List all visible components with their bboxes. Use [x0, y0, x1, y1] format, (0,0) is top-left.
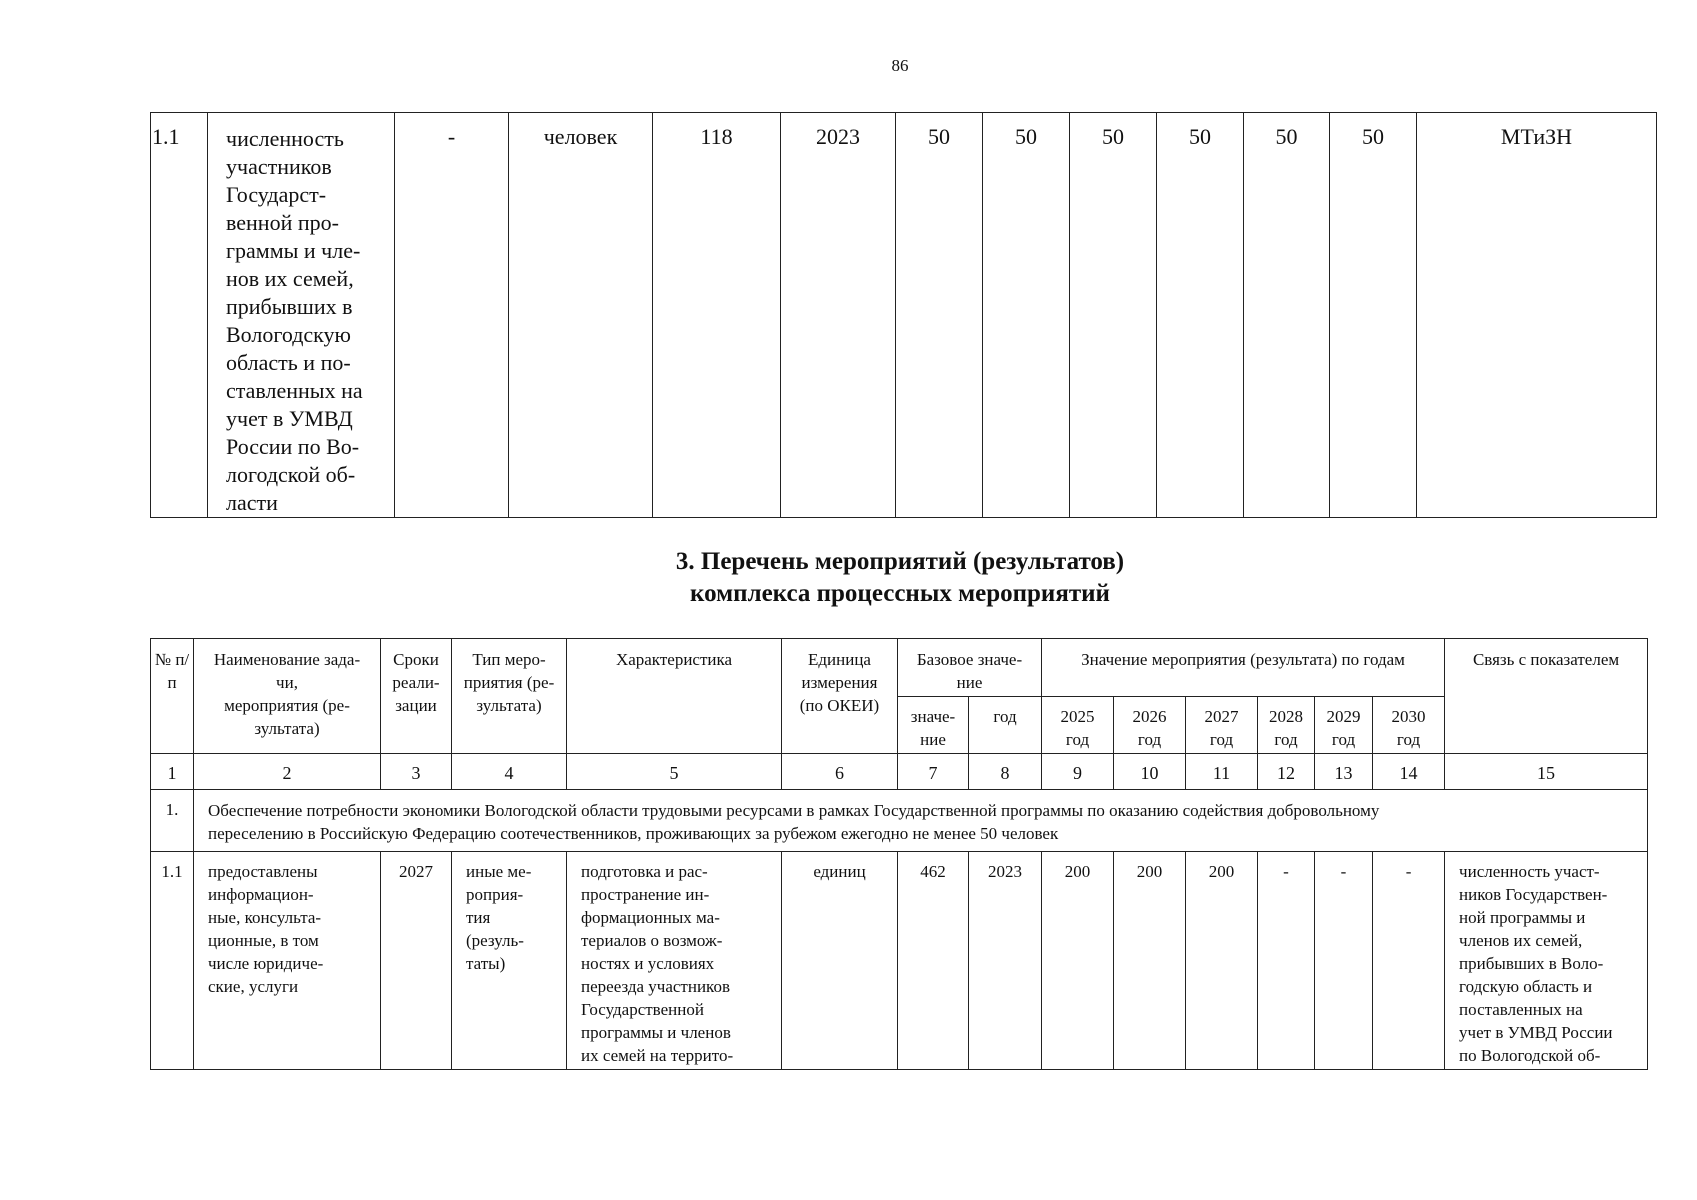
- header-year: [1042, 697, 1114, 754]
- section-heading: [0, 546, 1697, 610]
- header-base-year: год: [969, 697, 1042, 754]
- measure-row: [151, 852, 1648, 1070]
- indicator-base-value: 118: [653, 113, 781, 518]
- measure-name-line: предоставлены: [208, 862, 318, 881]
- indicator-name-line: венной про-: [226, 210, 339, 235]
- header-year: [1258, 697, 1315, 754]
- header-base: [898, 639, 1042, 697]
- measure-base-value: 462: [898, 852, 969, 1070]
- measure-type-line: тия: [466, 908, 491, 927]
- year-label: год: [1137, 730, 1162, 749]
- header-characteristic: Характеристика: [567, 639, 782, 754]
- indicator-unit: человек: [509, 113, 653, 518]
- column-number: 12: [1258, 754, 1315, 790]
- indicator-name-line: прибывших в: [226, 294, 353, 319]
- measure-name-line: ные, консульта-: [208, 908, 322, 927]
- measure-link-line: членов их семей,: [1459, 931, 1583, 950]
- measure-name-line: ские, услуги: [208, 977, 299, 996]
- indicator-value: 50: [1244, 113, 1330, 518]
- header-row: [151, 639, 1648, 697]
- column-number: 1: [151, 754, 194, 790]
- column-number: 10: [1114, 754, 1186, 790]
- measure-name-line: числе юридиче-: [208, 954, 324, 973]
- measure-characteristic-line: Государственной: [581, 1000, 704, 1019]
- measure-type-line: роприя-: [466, 885, 524, 904]
- measure-value: -: [1315, 852, 1373, 1070]
- section-text-line: Обеспечение потребности экономики Вологодской области трудовыми ресурсами в рамках Государственной программы по оказанию содействия добровольному: [208, 801, 1380, 820]
- indicator-number: 1.1: [151, 113, 208, 518]
- header-terms-line: Сроки: [393, 650, 439, 669]
- header-values-by-year: Значение мероприятия (результата) по годам: [1042, 639, 1445, 697]
- indicator-name-line: логодской об-: [226, 462, 356, 487]
- measure-name-line: информацион-: [208, 885, 314, 904]
- column-number: 8: [969, 754, 1042, 790]
- year-label: год: [1209, 730, 1234, 749]
- indicator-name-line: Государст-: [226, 182, 327, 207]
- year-number: 2027: [1204, 707, 1239, 726]
- indicator-name-line: ласти: [226, 490, 278, 515]
- measure-link: [1445, 852, 1648, 1070]
- indicator-value: 50: [1157, 113, 1244, 518]
- indicator-base-year: 2023: [781, 113, 896, 518]
- section-row: [151, 790, 1648, 852]
- indicator-row: [151, 113, 1657, 518]
- measure-characteristic: [567, 852, 782, 1070]
- column-number: 2: [194, 754, 381, 790]
- indicator-table: [150, 112, 1657, 518]
- column-number: 4: [452, 754, 567, 790]
- measure-value: 200: [1186, 852, 1258, 1070]
- measure-link-line: прибывших в Воло-: [1459, 954, 1604, 973]
- section-text-line: переселению в Российскую Федерацию соотечественников, проживающих за рубежом ежегодно не менее 50 человек: [208, 824, 1059, 843]
- year-label: год: [1065, 730, 1090, 749]
- year-label: год: [1274, 730, 1298, 749]
- year-number: 2029: [1326, 707, 1361, 726]
- header-name: [194, 639, 381, 754]
- indicator-name-line: учет в УМВД: [226, 406, 353, 431]
- header-base-line: ние: [956, 673, 983, 692]
- indicator-responsible: МТиЗН: [1417, 113, 1657, 518]
- year-number: 2025: [1060, 707, 1095, 726]
- header-year: [1373, 697, 1445, 754]
- column-number: 7: [898, 754, 969, 790]
- year-number: 2028: [1269, 707, 1303, 726]
- header-base-value-line: ние: [920, 730, 946, 749]
- measure-type-line: (резуль-: [466, 931, 524, 950]
- measure-name-line: ционные, в том: [208, 931, 319, 950]
- column-number: 14: [1373, 754, 1445, 790]
- indicator-value: 50: [1070, 113, 1157, 518]
- header-type-line: приятия (ре-: [463, 673, 555, 692]
- measure-type: [452, 852, 567, 1070]
- measure-link-line: ников Государствен-: [1459, 885, 1608, 904]
- header-year: [1114, 697, 1186, 754]
- header-unit-line: Единица: [808, 650, 871, 669]
- measure-characteristic-line: ностях и условиях: [581, 954, 715, 973]
- measure-characteristic-line: формационных ма-: [581, 908, 720, 927]
- header-link: Связь с показателем: [1445, 639, 1648, 754]
- column-number: 13: [1315, 754, 1373, 790]
- column-number: 11: [1186, 754, 1258, 790]
- measure-value: -: [1258, 852, 1315, 1070]
- indicator-name-line: численность: [226, 126, 344, 151]
- indicator-name-line: Вологодскую: [226, 322, 351, 347]
- indicator-name-line: России по Во-: [226, 434, 360, 459]
- section-heading-line1: 3. Перечень мероприятий (результатов): [675, 548, 1125, 575]
- measure-value: -: [1373, 852, 1445, 1070]
- column-number: 6: [782, 754, 898, 790]
- indicator-col3: -: [395, 113, 509, 518]
- measure-link-line: ной программы и: [1459, 908, 1586, 927]
- year-number: 2026: [1132, 707, 1167, 726]
- indicator-name-line: ставленных на: [226, 378, 363, 403]
- header-num: № п/п: [151, 639, 194, 754]
- measure-name: [194, 852, 381, 1070]
- header-type: [452, 639, 567, 754]
- measure-characteristic-line: подготовка и рас-: [581, 862, 708, 881]
- header-type-line: Тип меро-: [472, 650, 546, 669]
- header-base-value: [898, 697, 969, 754]
- measure-base-year: 2023: [969, 852, 1042, 1070]
- measure-characteristic-line: программы и членов: [581, 1023, 731, 1042]
- measure-link-line: поставленных на: [1459, 1000, 1583, 1019]
- indicator-name-line: нов их семей,: [226, 266, 354, 291]
- section-heading-line2: комплекса процессных мероприятий: [690, 580, 1110, 607]
- indicator-value: 50: [983, 113, 1070, 518]
- header-type-line: зультата): [476, 696, 542, 715]
- header-unit: [782, 639, 898, 754]
- header-unit-line: (по ОКЕИ): [799, 696, 880, 715]
- indicator-name-line: граммы и чле-: [226, 238, 361, 263]
- indicator-value: 50: [1330, 113, 1417, 518]
- measure-link-line: годскую область и: [1459, 977, 1593, 996]
- header-name-line: зультата): [254, 719, 320, 738]
- year-number: 2030: [1391, 707, 1426, 726]
- column-number: 3: [381, 754, 452, 790]
- measure-term: 2027: [381, 852, 452, 1070]
- indicator-name: [208, 113, 395, 518]
- header-name-line: мероприятия (ре-: [224, 696, 350, 715]
- header-name-line: Наименование зада-: [213, 650, 361, 669]
- header-unit-line: измерения: [801, 673, 878, 692]
- header-name-line: чи,: [276, 673, 298, 692]
- measure-unit: единиц: [782, 852, 898, 1070]
- measure-characteristic-line: пространение ин-: [581, 885, 710, 904]
- measure-value: 200: [1042, 852, 1114, 1070]
- measure-number: 1.1: [151, 852, 194, 1070]
- measures-table: [150, 638, 1648, 1070]
- measure-characteristic-line: териалов о возмож-: [581, 931, 723, 950]
- section-text: [194, 790, 1648, 852]
- header-terms-line: реали-: [392, 673, 440, 692]
- header-year: [1186, 697, 1258, 754]
- measure-link-line: по Вологодской об-: [1459, 1046, 1601, 1065]
- header-base-line: Базовое значе-: [916, 650, 1023, 669]
- page-number: 86: [891, 56, 909, 75]
- header-base-value-line: значе-: [910, 707, 956, 726]
- header-terms-line: зации: [395, 696, 437, 715]
- indicator-name-line: участников: [226, 154, 332, 179]
- year-label: год: [1331, 730, 1356, 749]
- measure-type-line: таты): [466, 954, 506, 973]
- measure-characteristic-line: переезда участников: [581, 977, 730, 996]
- measure-value: 200: [1114, 852, 1186, 1070]
- measure-link-line: учет в УМВД России: [1459, 1023, 1613, 1042]
- header-terms: [381, 639, 452, 754]
- year-label: год: [1396, 730, 1421, 749]
- column-number: 9: [1042, 754, 1114, 790]
- section-number: 1.: [151, 790, 194, 852]
- column-number: 15: [1445, 754, 1648, 790]
- column-number-row: [151, 754, 1648, 790]
- measure-link-line: численность участ-: [1459, 862, 1600, 881]
- measure-characteristic-line: их семей на террито-: [581, 1046, 734, 1065]
- measure-type-line: иные ме-: [466, 862, 532, 881]
- indicator-value: 50: [896, 113, 983, 518]
- header-year: [1315, 697, 1373, 754]
- indicator-name-line: область и по-: [226, 350, 351, 375]
- column-number: 5: [567, 754, 782, 790]
